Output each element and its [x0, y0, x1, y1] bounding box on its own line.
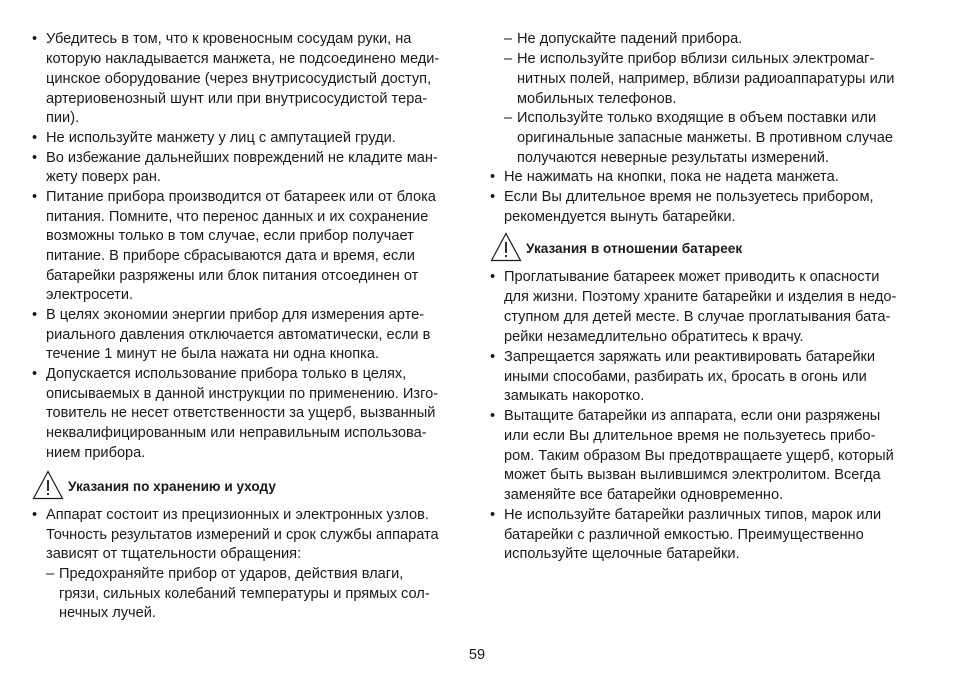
bullet-marker: •: [490, 408, 496, 424]
text-line: нечных лучей.: [59, 605, 156, 621]
text-line: Не используйте батарейки различных типов, марок или: [504, 507, 882, 523]
bullet-marker: •: [490, 189, 496, 205]
text-line: получаются неверные результаты измерений.: [517, 150, 829, 166]
bullet-marker: •: [490, 269, 496, 285]
bullet-marker: •: [32, 366, 38, 382]
text-line: для жизни. Поэтому храните батарейки и изделия в недо-: [504, 289, 897, 305]
text-line: Используйте только входящие в объем поставки или: [517, 110, 877, 126]
text-line: или если Вы длительное время не пользуетесь прибо-: [504, 428, 876, 444]
text-line: мобильных телефонов.: [517, 91, 677, 107]
warning-triangle-icon: [32, 470, 64, 500]
bullet-marker: •: [32, 31, 38, 47]
dash-marker: –: [46, 566, 55, 582]
text-line: товитель не несет ответственности за ущерб, вызванный: [46, 405, 436, 421]
text-line: нием прибора.: [46, 445, 146, 461]
text-line: рекомендуется вынуть батарейки.: [504, 209, 736, 225]
section-title: Указания по хранению и уходу: [68, 479, 276, 494]
text-line: Предохраняйте прибор от ударов, действия влаги,: [59, 566, 404, 582]
bullet-marker: •: [490, 507, 496, 523]
text-line: Проглатывание батареек может приводить к опасности: [504, 269, 880, 285]
text-line: грязи, сильных колебаний температуры и прямых сол-: [59, 586, 430, 602]
bullet-marker: •: [32, 189, 38, 205]
text-line: Питание прибора производится от батареек или от блока: [46, 189, 436, 205]
text-line: жету поверх ран.: [46, 169, 161, 185]
text-line: которую накладывается манжета, не подсоединено меди-: [46, 51, 440, 67]
bullet-marker: •: [32, 130, 38, 146]
text-line: Не допускайте падений прибора.: [517, 31, 743, 47]
text-line: Вытащите батарейки из аппарата, если они разряжены: [504, 408, 881, 424]
text-line: Допускается использование прибора только в целях,: [46, 366, 407, 382]
section-title: Указания в отношении батареек: [526, 241, 743, 256]
text-line: течение 1 минут не была нажата ни одна кнопка.: [46, 346, 380, 362]
text-line: описываемых в данной инструкции по применению. Изго-: [46, 386, 439, 402]
warning-triangle-icon: [490, 232, 522, 262]
text-line: оригинальные запасные манжеты. В противном случае: [517, 130, 894, 146]
text-line: ступном для детей месте. В случае проглатывания бата-: [504, 309, 891, 325]
bullet-marker: •: [490, 349, 496, 365]
dash-marker: –: [504, 110, 513, 126]
text-line: нитных полей, например, вблизи радиоаппаратуры или: [517, 71, 895, 87]
bullet-marker: •: [32, 150, 38, 166]
text-line: Если Вы длительное время не пользуетесь прибором,: [504, 189, 874, 205]
text-line: пии).: [46, 110, 80, 126]
text-line: используйте щелочные батарейки.: [504, 546, 740, 562]
dash-marker: –: [504, 51, 513, 67]
text-line: замыкать накоротко.: [504, 388, 645, 404]
text-line: Не используйте манжету у лиц с ампутацией груди.: [46, 130, 396, 146]
text-line: Запрещается заряжать или реактивировать батарейки: [504, 349, 876, 365]
text-line: артериовенозный шунт или при внутрисосудистой тера-: [46, 91, 428, 107]
text-line: неквалифицированным или неправильным использова-: [46, 425, 427, 441]
text-line: В целях экономии энергии прибор для измерения арте-: [46, 307, 425, 323]
text-line: иными способами, разбирать их, бросать в огонь или: [504, 369, 867, 385]
text-line: цинское оборудование (через внутрисосудистый доступ,: [46, 71, 432, 87]
text-line: Убедитесь в том, что к кровеносным сосудам руки, на: [46, 31, 412, 47]
text-line: питание. В приборе сбрасываются дата и время, если: [46, 248, 415, 264]
text-line: ром. Таким образом Вы предотвращаете ущерб, который: [504, 448, 894, 464]
text-line: Аппарат состоит из прецизионных и электронных узлов.: [46, 507, 429, 523]
text-line: риального давления отключается автоматически, если в: [46, 327, 431, 343]
text-line: электросети.: [46, 287, 134, 303]
text-line: батарейки разряжены или блок питания отсоединен от: [46, 268, 419, 284]
text-line: питания. Помните, что перенос данных и их сохранение: [46, 209, 429, 225]
page-number: 59: [468, 647, 486, 663]
text-line: Не используйте прибор вблизи сильных электромаг-: [517, 51, 875, 67]
text-line: может быть вызван вылившимся электролитом. Всегда: [504, 467, 881, 483]
text-line: рейки незамедлительно обратитесь к врачу.: [504, 329, 804, 345]
bullet-marker: •: [32, 507, 38, 523]
text-line: Не нажимать на кнопки, пока не надета манжета.: [504, 169, 839, 185]
text-line: Во избежание дальнейших повреждений не кладите ман-: [46, 150, 438, 166]
text-line: заменяйте все батарейки одновременно.: [504, 487, 784, 503]
dash-marker: –: [504, 31, 513, 47]
text-line: возможны только в том случае, если прибор получает: [46, 228, 414, 244]
text-line: зависят от тщательности обращения:: [46, 546, 302, 562]
text-line: Точность результатов измерений и срок службы аппарата: [46, 527, 439, 543]
bullet-marker: •: [490, 169, 496, 185]
bullet-marker: •: [32, 307, 38, 323]
text-line: батарейки с различной емкостью. Преимущественно: [504, 527, 864, 543]
